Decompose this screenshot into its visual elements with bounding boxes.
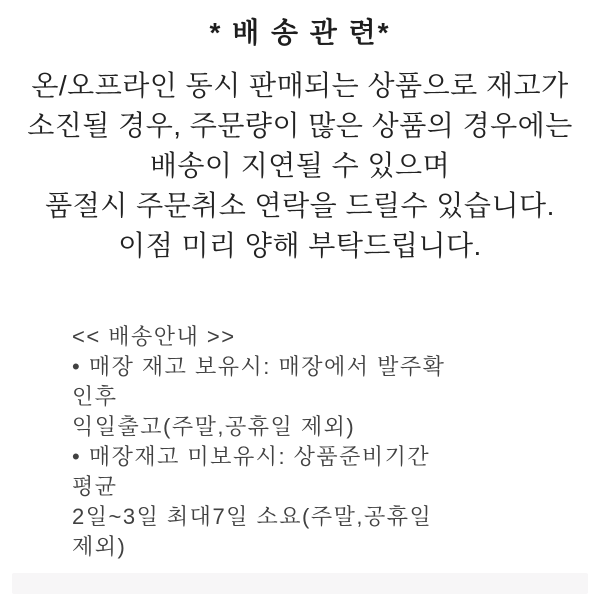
- notice-body-line: 품절시 주문취소 연락을 드릴수 있습니다.: [45, 190, 555, 221]
- shipping-guide-heading: << 배송안내 >>: [72, 324, 236, 349]
- shipping-guide-line: • 매장재고 미보유시: 상품준비기간: [72, 444, 431, 469]
- shipping-guide-section: [72, 322, 540, 562]
- notice-body-line: 배송이 지연될 수 있으며: [149, 150, 451, 181]
- notice-body-line: 온/오프라인 동시 판매되는 상품으로 재고가: [31, 70, 569, 101]
- shipping-guide-line: 익일출고(주말,공휴일 제외): [72, 414, 356, 439]
- shipping-guide-line: 2일~3일 최대7일 소요(주말,공휴일: [72, 504, 433, 529]
- notice-body: [0, 66, 600, 266]
- bottom-divider-band: [12, 573, 588, 594]
- shipping-guide-line: 평균: [72, 474, 118, 499]
- notice-body-line: 이점 미리 양해 부탁드립니다.: [118, 230, 482, 261]
- shipping-guide-line: 제외): [72, 534, 127, 559]
- notice-title: * 배 송 관 련*: [209, 17, 391, 48]
- shipping-guide-line: • 매장 재고 보유시: 매장에서 발주확: [72, 354, 446, 379]
- notice-body-line: 소진될 경우, 주문량이 많은 상품의 경우에는: [27, 110, 573, 141]
- shipping-guide-line: 인후: [72, 384, 118, 409]
- notice-top-section: [0, 0, 600, 266]
